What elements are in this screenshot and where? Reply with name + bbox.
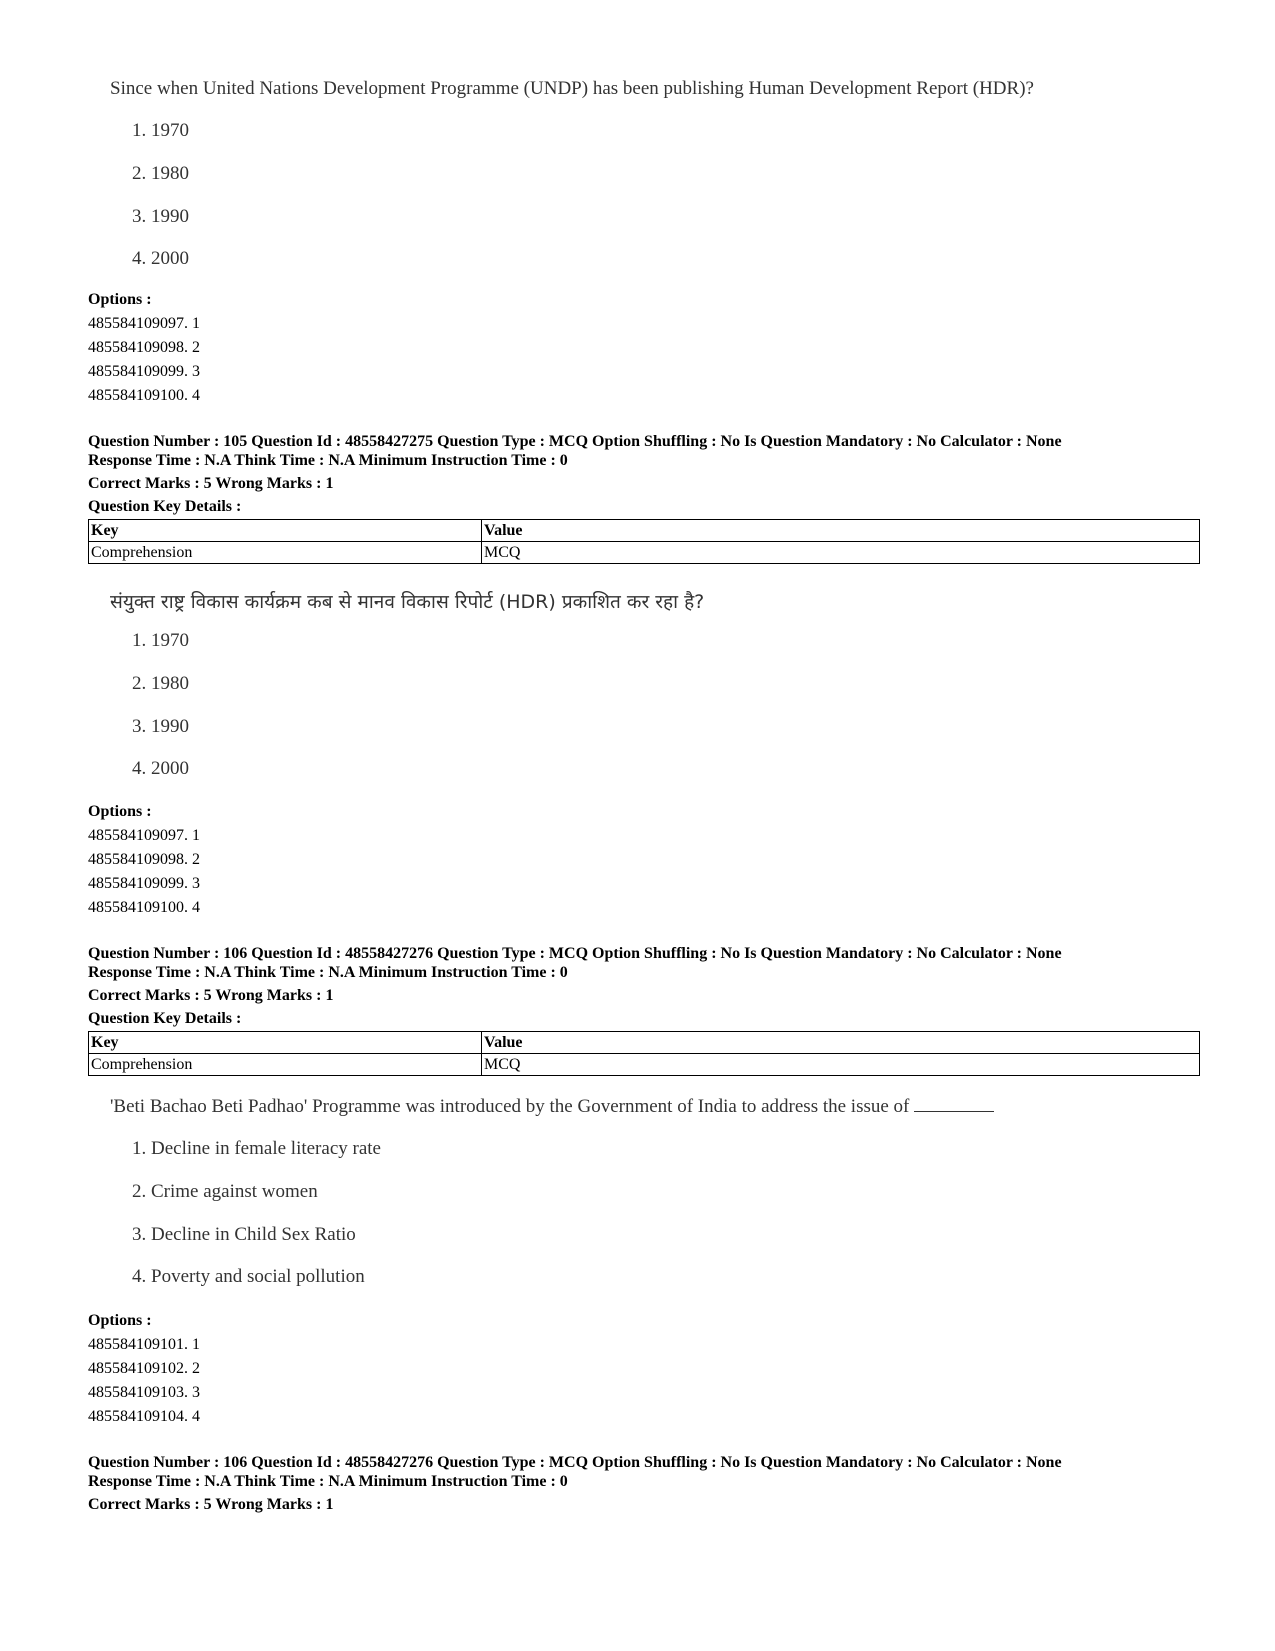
- key-header: Key: [89, 520, 482, 542]
- choice-3: 3. 1990: [132, 716, 189, 737]
- value-header: Value: [482, 520, 1200, 542]
- option-id: 485584109100. 4: [88, 387, 200, 404]
- question-meta-106: [88, 944, 1062, 1028]
- table-header-row: [89, 1032, 1200, 1054]
- option-id: 485584109104. 4: [88, 1408, 200, 1425]
- key-cell: Comprehension: [89, 542, 482, 564]
- choice-1: 1. Decline in female literacy rate: [132, 1138, 381, 1159]
- option-id: 485584109098. 2: [88, 851, 200, 868]
- value-cell: MCQ: [482, 542, 1200, 564]
- table-row: [89, 542, 1200, 564]
- meta-line-question-info: Question Number : 105 Question Id : 48558427275 Question Type : MCQ Option Shuffling : No Is Question Mandatory : No Calculator : None: [88, 433, 1062, 450]
- options-label: Options :: [88, 1312, 152, 1329]
- option-id: 485584109099. 3: [88, 875, 200, 892]
- choice-3: 3. Decline in Child Sex Ratio: [132, 1224, 356, 1245]
- options-list: [88, 1309, 200, 1429]
- options-list: [88, 800, 200, 920]
- meta-line-question-info: Question Number : 106 Question Id : 48558427276 Question Type : MCQ Option Shuffling : No Is Question Mandatory : No Calculator : None: [88, 1454, 1062, 1471]
- meta-line-time: Response Time : N.A Think Time : N.A Minimum Instruction Time : 0: [88, 452, 568, 469]
- option-id: 485584109102. 2: [88, 1360, 200, 1377]
- choice-2: 2. 1980: [132, 673, 189, 694]
- choice-1: 1. 1970: [132, 630, 189, 651]
- meta-line-marks: Correct Marks : 5 Wrong Marks : 1: [88, 1496, 334, 1513]
- meta-line-question-info: Question Number : 106 Question Id : 48558427276 Question Type : MCQ Option Shuffling : No Is Question Mandatory : No Calculator : None: [88, 945, 1062, 962]
- choice-2: 2. 1980: [132, 163, 189, 184]
- question-stem: Since when United Nations Development Programme (UNDP) has been publishing Human Development Report (HDR)?: [110, 78, 1034, 99]
- option-id: 485584109099. 3: [88, 363, 200, 380]
- choice-4: 4. Poverty and social pollution: [132, 1266, 365, 1287]
- question-stem-text: 'Beti Bachao Beti Padhao' Programme was introduced by the Government of India to address the issue of: [110, 1096, 910, 1117]
- meta-line-key-details: Question Key Details :: [88, 498, 242, 515]
- table-header-row: [89, 520, 1200, 542]
- option-id: 485584109103. 3: [88, 1384, 200, 1401]
- options-label: Options :: [88, 291, 152, 308]
- key-header: Key: [89, 1032, 482, 1054]
- fill-blank-line: [914, 1110, 994, 1112]
- option-id: 485584109101. 1: [88, 1336, 200, 1353]
- option-id: 485584109097. 1: [88, 827, 200, 844]
- question-stem: [110, 1096, 994, 1118]
- meta-line-time: Response Time : N.A Think Time : N.A Minimum Instruction Time : 0: [88, 1473, 568, 1490]
- choice-3: 3. 1990: [132, 206, 189, 227]
- choice-4: 4. 2000: [132, 758, 189, 779]
- meta-line-time: Response Time : N.A Think Time : N.A Minimum Instruction Time : 0: [88, 964, 568, 981]
- choice-4: 4. 2000: [132, 248, 189, 269]
- meta-line-key-details: Question Key Details :: [88, 1010, 242, 1027]
- question-key-table: [88, 1031, 1200, 1076]
- question-meta-106-repeat: [88, 1453, 1062, 1514]
- meta-line-marks: Correct Marks : 5 Wrong Marks : 1: [88, 475, 334, 492]
- value-header: Value: [482, 1032, 1200, 1054]
- options-label: Options :: [88, 803, 152, 820]
- question-meta-105: [88, 432, 1062, 516]
- option-id: 485584109100. 4: [88, 899, 200, 916]
- table-row: [89, 1054, 1200, 1076]
- option-id: 485584109097. 1: [88, 315, 200, 332]
- options-list: [88, 288, 200, 408]
- choice-1: 1. 1970: [132, 120, 189, 141]
- option-id: 485584109098. 2: [88, 339, 200, 356]
- question-key-table: [88, 519, 1200, 564]
- key-cell: Comprehension: [89, 1054, 482, 1076]
- meta-line-marks: Correct Marks : 5 Wrong Marks : 1: [88, 987, 334, 1004]
- value-cell: MCQ: [482, 1054, 1200, 1076]
- question-stem: संयुक्त राष्ट्र विकास कार्यक्रम कब से मानव विकास रिपोर्ट (HDR) प्रकाशित कर रहा है?: [110, 591, 705, 613]
- choice-2: 2. Crime against women: [132, 1181, 318, 1202]
